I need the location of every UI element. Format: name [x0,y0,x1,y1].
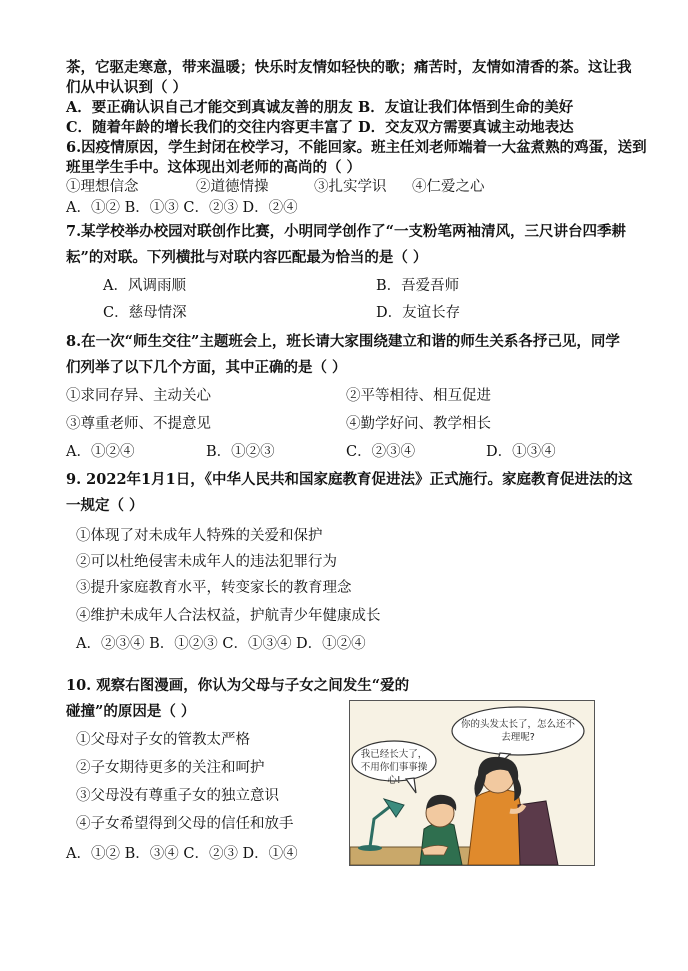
q10-stem-line1: 10. 观察右图漫画，你认为父母与子女之间发生“爱的 [66,677,410,694]
q10-stem-line2: 碰撞”的原因是（ ） [66,703,196,720]
q5-option-b: B．友谊让我们体悟到生命的美好 [358,99,574,116]
q6-item-3: ③扎实学识 [314,179,387,195]
q9-item-4: ④维护未成年人合法权益，护航青少年健康成长 [76,608,381,624]
q10-item-1: ①父母对子女的管教太严格 [76,732,250,748]
q8-stem-line2: 们列举了以下几个方面，其中正确的是（ ） [66,359,347,376]
comic-illustration [349,700,595,866]
q9-stem-line2: 一规定（ ） [66,497,144,514]
q8-item-2: ②平等相待、相互促进 [346,388,491,404]
q9-options: A．②③④ B．①②③ C．①③④ D．①②④ [76,636,366,652]
q8-item-3: ③尊重老师、不提意见 [66,416,211,432]
q7-option-b: B．吾爱吾师 [376,278,460,294]
q7-option-d: D．友谊长存 [376,305,461,321]
q10-options: A．①② B．③④ C．②③ D．①④ [66,846,298,862]
q8-option-c: C．②③④ [346,444,416,460]
q8-item-1: ①求同存异、主动关心 [66,388,211,404]
q6-options: A．①② B．①③ C．②③ D．②④ [66,200,298,216]
q6-item-4: ④仁爱之心 [412,179,485,195]
q7-option-a: A．风调雨顺 [103,278,186,294]
q6-stem-line1: 6.因疫情原因，学生封闭在校学习，不能回家。班主任刘老师端着一大盆煮熟的鸡蛋，送到 [66,139,647,156]
q10-item-2: ②子女期待更多的关注和呵护 [76,760,265,776]
q8-item-4: ④勤学好问、教学相长 [346,416,491,432]
q9-item-2: ②可以杜绝侵害未成年人的违法犯罪行为 [76,554,337,570]
q7-stem-line1: 7.某学校举办校园对联创作比赛，小明同学创作了“一支粉笔两袖清风，三尺讲台四季耕 [66,223,626,240]
q9-item-3: ③提升家庭教育水平，转变家长的教育理念 [76,580,352,596]
q7-stem-line2: 耘”的对联。下列横批与对联内容匹配最为恰当的是（ ） [66,249,428,266]
q9-item-1: ①体现了对未成年人特殊的关爱和保护 [76,528,323,544]
son-speech-text: 我已经长大了，不用你们事事操心! [360,749,428,786]
q5-option-c: C．随着年龄的增长我们的交往内容更丰富了 [66,119,354,136]
q5-option-a: A．要正确认识自己才能交到真诚友善的朋友 [66,99,353,116]
q9-stem-line1: 9. 2022年1月1日，《中华人民共和国家庭教育促进法》正式施行。家庭教育促进法的这 [66,471,633,488]
q8-option-b: B．①②③ [206,444,275,460]
q8-stem-line1: 8.在一次“师生交往”主题班会上，班长请大家围绕建立和谐的师生关系各抒己见，同学 [66,333,620,350]
q5-option-d: D．交友双方需要真诚主动地表达 [358,119,574,136]
q5-stem-line2: 们从中认识到（ ） [66,79,188,96]
q6-stem-line2: 班里学生手中。这体现出刘老师的高尚的（ ） [66,159,362,176]
q7-option-c: C．慈母情深 [103,305,187,321]
q8-option-d: D．①③④ [486,444,556,460]
q10-item-3: ③父母没有尊重子女的独立意识 [76,788,279,804]
q6-item-1: ①理想信念 [66,179,139,195]
mother-speech-text: 你的头发太长了，怎么还不去理呢? [460,719,575,743]
q10-item-4: ④子女希望得到父母的信任和放手 [76,816,294,832]
q5-stem-line1: 茶，它驱走寒意，带来温暖；快乐时友情如轻快的歌；痛苦时，友情如清香的茶。这让我 [66,59,632,76]
q8-option-a: A．①②④ [66,444,135,460]
q6-item-2: ②道德情操 [196,179,269,195]
